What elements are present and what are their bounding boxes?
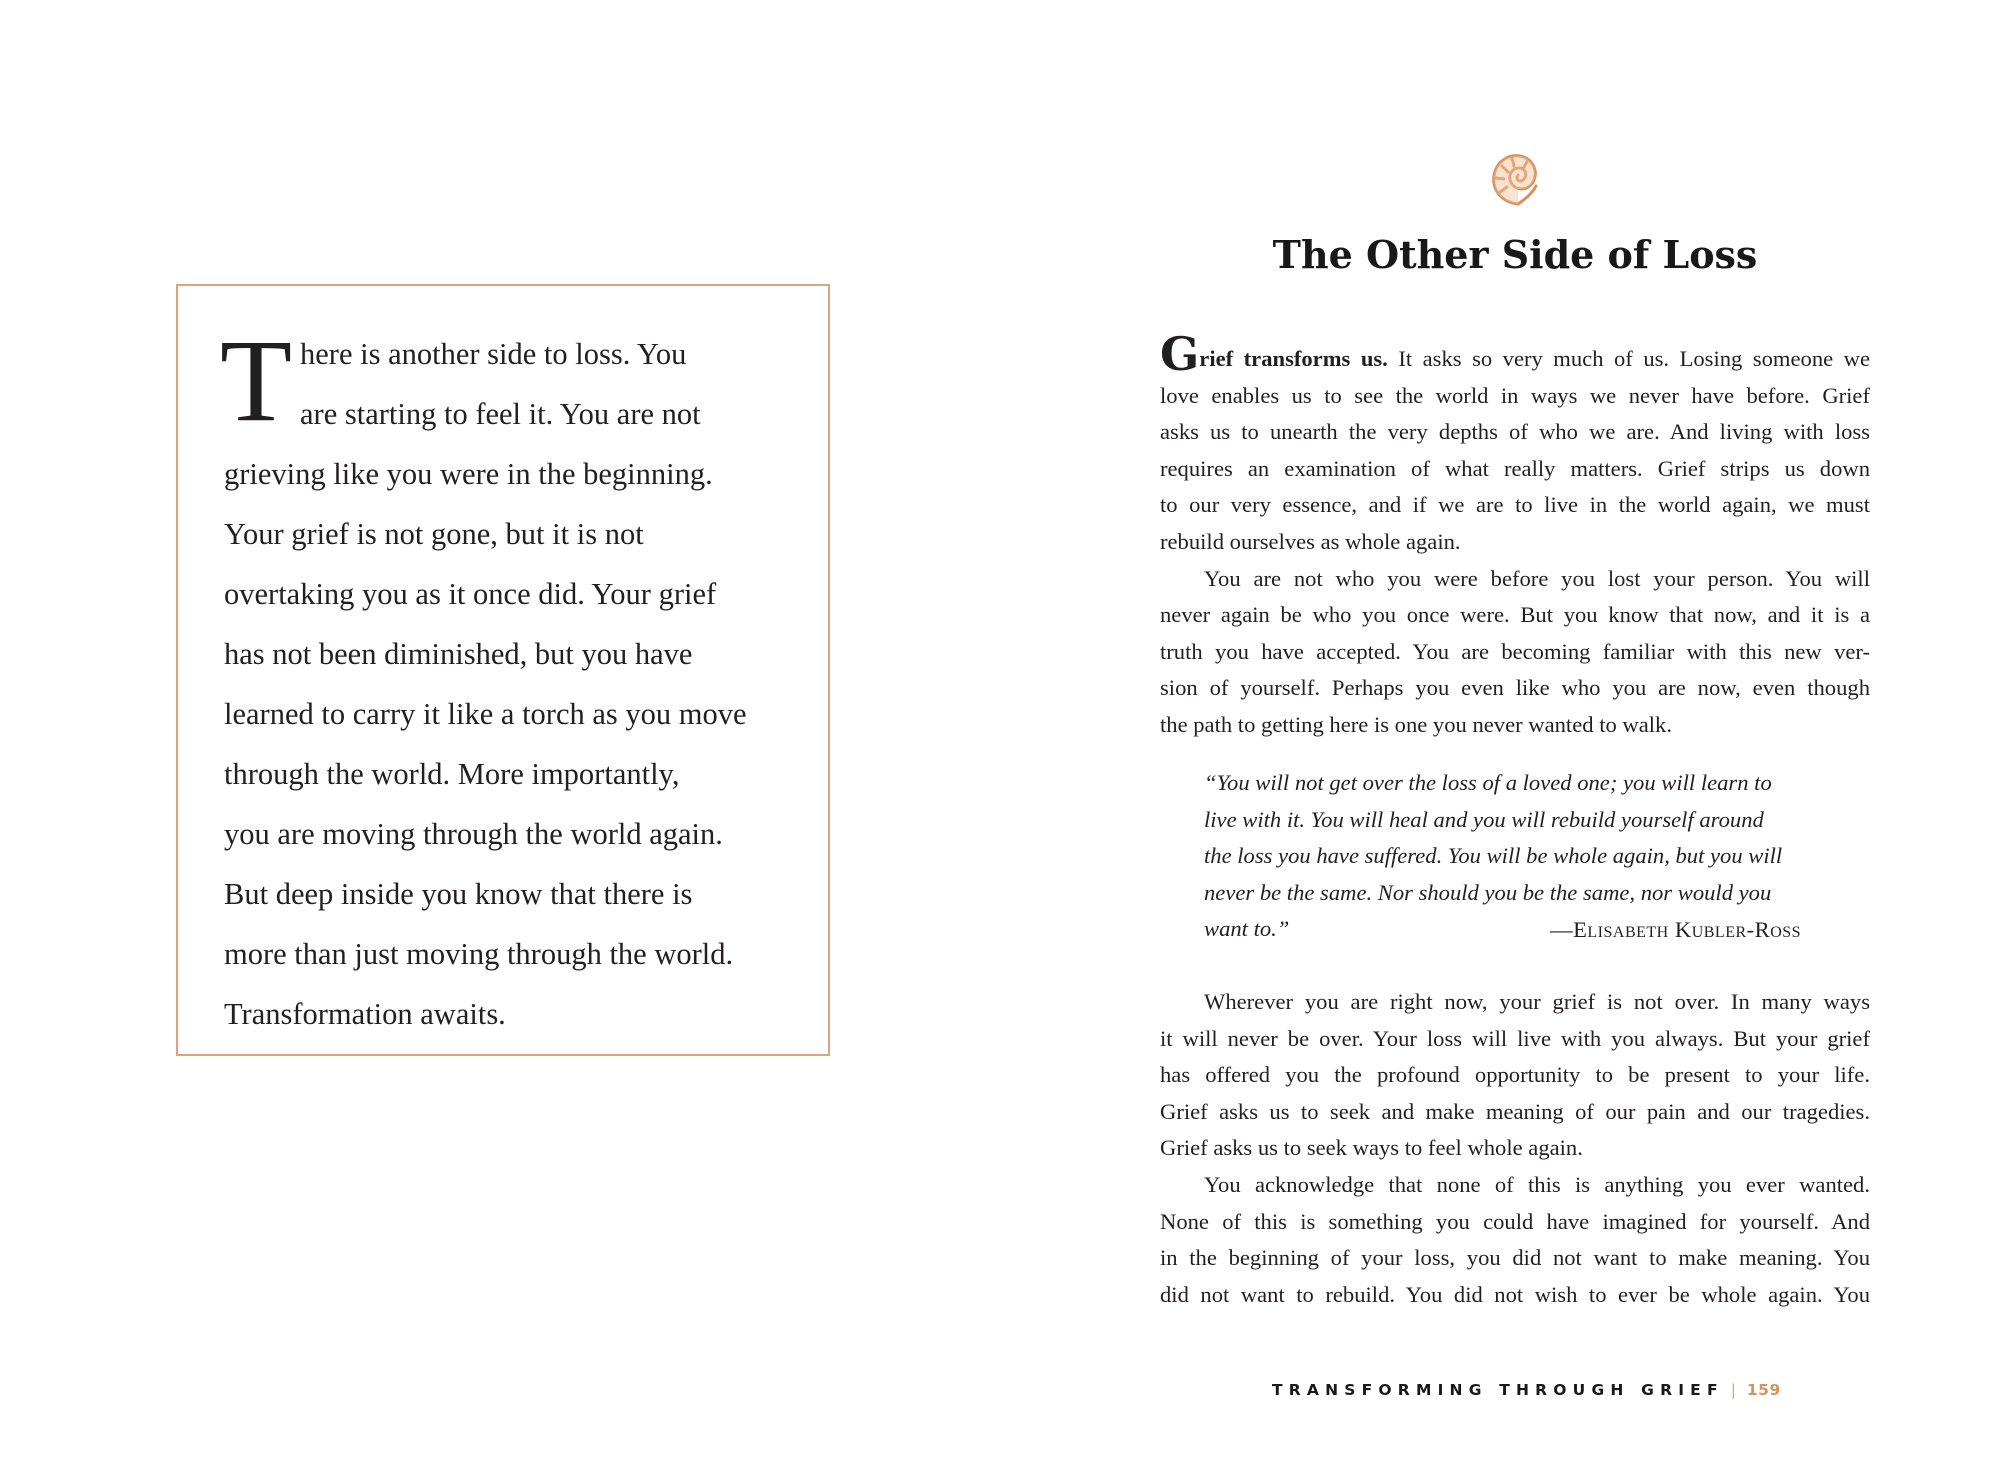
body-line: the path to getting here is one you never wanted to walk. (1160, 711, 1672, 737)
quote-line: want to.” (1204, 916, 1290, 942)
quote-attribution: —Elisabeth Kubler-Ross (1550, 917, 1802, 942)
body-line: rebuild ourselves as whole again. (1160, 528, 1461, 554)
body-line: None of this is something you could have imagined for yourself. And (1160, 1208, 1870, 1234)
running-footer (1272, 1380, 1872, 1400)
passage-line: has not been diminished, but you have (224, 637, 693, 671)
body-line: Grief asks us to seek and make meaning of our pain and our tragedies. (1160, 1098, 1870, 1124)
body-line: You acknowledge that none of this is anything you ever wanted. (1204, 1171, 1870, 1197)
body-text-upper (1160, 327, 1870, 744)
passage-line: through the world. More importantly, (224, 757, 680, 791)
page-number: 159 (1746, 1381, 1781, 1399)
body-line: asks us to unearth the very depths of who we are. And living with loss (1160, 419, 1870, 445)
quote-line: never be the same. Nor should you be the same, nor would you (1204, 879, 1772, 905)
passage-line: more than just moving through the world. (224, 937, 734, 971)
body-line: Grief asks us to seek ways to feel whole again. (1160, 1135, 1583, 1161)
boxed-passage (176, 284, 830, 1056)
first-line-rest: It asks so very much of us. Losing someone we (1387, 346, 1870, 371)
passage-line: learned to carry it like a torch as you move (224, 697, 747, 731)
first-line (1160, 327, 1870, 381)
chapter-title: The Other Side of Loss (1272, 232, 1758, 277)
passage-line: here is another side to loss. You (300, 337, 687, 371)
running-title: TRANSFORMING THROUGH GRIEF (1272, 1381, 1724, 1399)
passage-line: are starting to feel it. You are not (300, 397, 701, 431)
passage-drop-cap: T (220, 315, 293, 446)
body-line: has offered you the profound opportunity to be present to your life. (1160, 1062, 1870, 1088)
nautilus-shell-icon (1488, 150, 1544, 208)
body-line: love enables us to see the world in ways we never have before. Grief (1160, 382, 1870, 408)
body-line: requires an examination of what really matters. Grief strips us down (1160, 455, 1870, 481)
body-line: did not want to rebuild. You did not wish to ever be whole again. You (1160, 1281, 1870, 1307)
passage-line: But deep inside you know that there is (224, 877, 693, 911)
footer-separator: | (1730, 1381, 1736, 1399)
body-line: truth you have accepted. You are becoming familiar with this new ver- (1160, 638, 1870, 664)
quote-line: the loss you have suffered. You will be whole again, but you will (1204, 843, 1783, 869)
body-line: never again be who you once were. But you know that now, and it is a (1160, 602, 1870, 628)
body-line: it will never be over. Your loss will live with you always. But your grief (1160, 1025, 1870, 1051)
body-line: You are not who you were before you lost your person. You will (1204, 565, 1870, 591)
lead-in-bold: rief transforms us. (1199, 346, 1388, 371)
body-line: Wherever you are right now, your grief is not over. In many ways (1204, 989, 1870, 1014)
passage-line: Your grief is not gone, but it is not (224, 517, 644, 551)
passage-line: you are moving through the world again. (224, 817, 723, 851)
body-line: to our very essence, and if we are to live in the world again, we must (1160, 492, 1870, 518)
body-line: sion of yourself. Perhaps you even like who you are now, even though (1160, 675, 1870, 701)
passage-line: Transformation awaits. (224, 997, 506, 1031)
body-line: in the beginning of your loss, you did not want to make meaning. You (1160, 1245, 1870, 1271)
passage-text (224, 324, 804, 1044)
paragraph-drop-cap: G (1160, 327, 1200, 381)
quote-line: live with it. You will heal and you will rebuild yourself around (1204, 806, 1764, 832)
body-text-lower (1160, 984, 1870, 1313)
passage-line: grieving like you were in the beginning. (224, 457, 713, 491)
quote-line: “You will not get over the loss of a loved one; you will learn to (1204, 770, 1772, 795)
passage-line: overtaking you as it once did. Your grief (224, 577, 717, 611)
